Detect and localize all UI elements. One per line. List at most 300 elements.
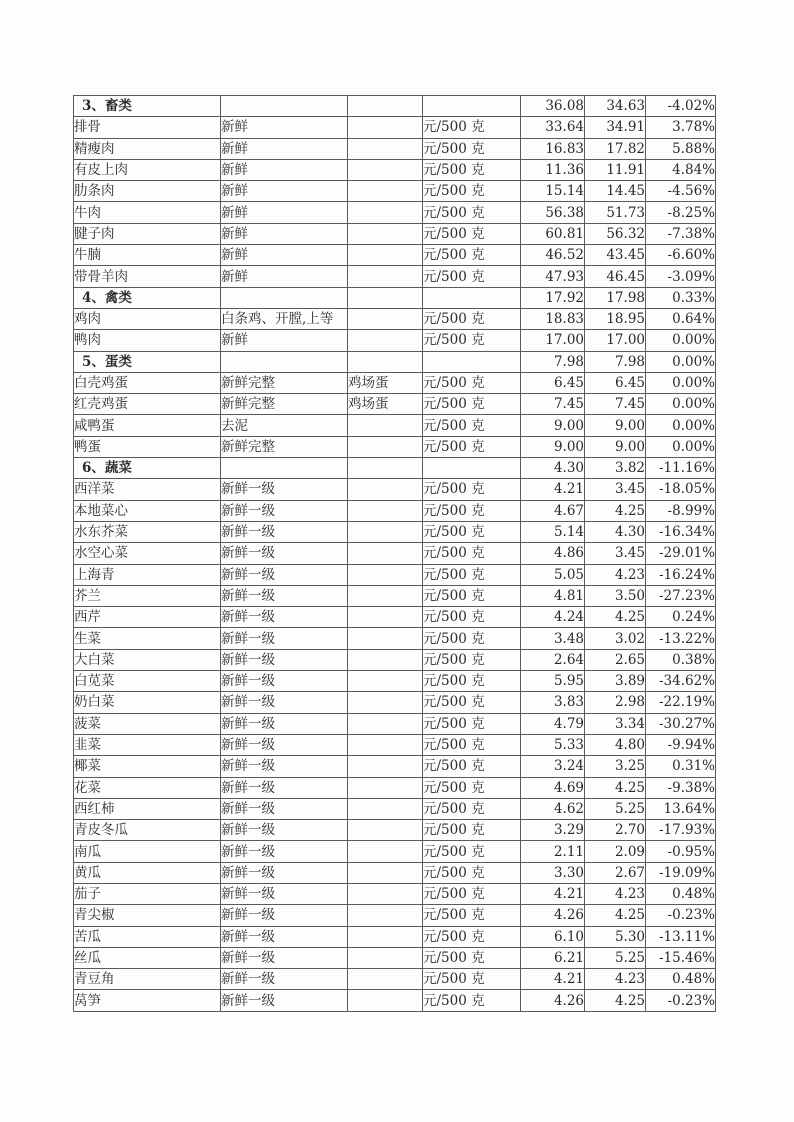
change-percent-cell: -0.23% xyxy=(646,990,716,1011)
unit-cell: 元/500 克 xyxy=(423,756,521,777)
change-percent-cell: 0.64% xyxy=(646,308,716,329)
change-percent-cell: -13.22% xyxy=(646,628,716,649)
current-price-cell: 4.25 xyxy=(585,777,646,798)
previous-price-cell: 4.86 xyxy=(521,543,585,564)
table-row xyxy=(74,585,716,606)
item-name-cell: 黄瓜 xyxy=(74,862,221,883)
unit-cell: 元/500 克 xyxy=(423,990,521,1011)
spec-cell: 新鲜一级 xyxy=(221,820,348,841)
note-cell xyxy=(348,181,423,202)
item-name-cell: 白壳鸡蛋 xyxy=(74,372,221,393)
change-percent-cell: 0.00% xyxy=(646,415,716,436)
table-row xyxy=(74,862,716,883)
previous-price-cell: 5.05 xyxy=(521,564,585,585)
previous-price-cell: 16.83 xyxy=(521,138,585,159)
note-cell: 鸡场蛋 xyxy=(348,394,423,415)
unit-cell: 元/500 克 xyxy=(423,138,521,159)
table-row xyxy=(74,330,716,351)
note-cell: 鸡场蛋 xyxy=(348,372,423,393)
spec-cell: 新鲜一级 xyxy=(221,585,348,606)
previous-price-cell: 4.79 xyxy=(521,713,585,734)
change-percent-cell: 0.48% xyxy=(646,969,716,990)
change-percent-cell: 0.24% xyxy=(646,607,716,628)
change-percent-cell: -3.09% xyxy=(646,266,716,287)
table-row xyxy=(74,117,716,138)
table-row xyxy=(74,202,716,223)
category-row xyxy=(74,351,716,372)
unit-cell: 元/500 克 xyxy=(423,692,521,713)
spec-cell: 新鲜 xyxy=(221,266,348,287)
change-percent-cell: 5.88% xyxy=(646,138,716,159)
unit-cell: 元/500 克 xyxy=(423,777,521,798)
spec-cell xyxy=(221,458,348,479)
table-row xyxy=(74,756,716,777)
table-row xyxy=(74,947,716,968)
current-price-cell: 3.02 xyxy=(585,628,646,649)
spec-cell: 新鲜一级 xyxy=(221,947,348,968)
current-price-cell: 5.25 xyxy=(585,798,646,819)
unit-cell: 元/500 克 xyxy=(423,820,521,841)
change-percent-cell: -8.99% xyxy=(646,500,716,521)
item-name-cell: 腱子肉 xyxy=(74,223,221,244)
unit-cell: 元/500 克 xyxy=(423,713,521,734)
note-cell xyxy=(348,649,423,670)
previous-price-cell: 15.14 xyxy=(521,181,585,202)
previous-price-cell: 3.48 xyxy=(521,628,585,649)
note-cell xyxy=(348,926,423,947)
spec-cell: 新鲜一级 xyxy=(221,798,348,819)
note-cell xyxy=(348,990,423,1011)
current-price-cell: 3.25 xyxy=(585,756,646,777)
change-percent-cell: 0.00% xyxy=(646,394,716,415)
current-price-cell: 7.98 xyxy=(585,351,646,372)
note-cell xyxy=(348,798,423,819)
current-price-cell: 3.50 xyxy=(585,585,646,606)
spec-cell: 新鲜一级 xyxy=(221,969,348,990)
table-row xyxy=(74,266,716,287)
item-name-cell: 菠菜 xyxy=(74,713,221,734)
unit-cell: 元/500 克 xyxy=(423,883,521,904)
unit-cell: 元/500 克 xyxy=(423,671,521,692)
change-percent-cell: 0.00% xyxy=(646,330,716,351)
item-name-cell: 南瓜 xyxy=(74,841,221,862)
table-row xyxy=(74,564,716,585)
change-percent-cell: 13.64% xyxy=(646,798,716,819)
spec-cell: 新鲜 xyxy=(221,181,348,202)
unit-cell: 元/500 克 xyxy=(423,500,521,521)
change-percent-cell: -9.38% xyxy=(646,777,716,798)
item-name-cell: 鸡肉 xyxy=(74,308,221,329)
spec-cell: 新鲜一级 xyxy=(221,905,348,926)
note-cell xyxy=(348,202,423,223)
previous-price-cell: 60.81 xyxy=(521,223,585,244)
current-price-cell: 9.00 xyxy=(585,415,646,436)
previous-price-cell: 2.11 xyxy=(521,841,585,862)
previous-price-cell: 4.26 xyxy=(521,905,585,926)
current-price-cell: 2.67 xyxy=(585,862,646,883)
previous-price-cell: 4.21 xyxy=(521,479,585,500)
unit-cell: 元/500 克 xyxy=(423,479,521,500)
change-percent-cell: -13.11% xyxy=(646,926,716,947)
note-cell xyxy=(348,713,423,734)
unit-cell: 元/500 克 xyxy=(423,308,521,329)
previous-price-cell: 3.83 xyxy=(521,692,585,713)
current-price-cell: 3.45 xyxy=(585,543,646,564)
item-name-cell: 6、蔬菜 xyxy=(74,458,221,479)
spec-cell: 新鲜一级 xyxy=(221,564,348,585)
previous-price-cell: 47.93 xyxy=(521,266,585,287)
note-cell xyxy=(348,607,423,628)
current-price-cell: 14.45 xyxy=(585,181,646,202)
current-price-cell: 17.00 xyxy=(585,330,646,351)
spec-cell xyxy=(221,287,348,308)
previous-price-cell: 3.29 xyxy=(521,820,585,841)
unit-cell: 元/500 克 xyxy=(423,202,521,223)
change-percent-cell: -29.01% xyxy=(646,543,716,564)
spec-cell xyxy=(221,96,348,117)
previous-price-cell: 4.21 xyxy=(521,969,585,990)
change-percent-cell: -8.25% xyxy=(646,202,716,223)
unit-cell xyxy=(423,351,521,372)
spec-cell: 新鲜一级 xyxy=(221,543,348,564)
current-price-cell: 34.63 xyxy=(585,96,646,117)
change-percent-cell: 0.38% xyxy=(646,649,716,670)
current-price-cell: 18.95 xyxy=(585,308,646,329)
item-name-cell: 茄子 xyxy=(74,883,221,904)
spec-cell: 新鲜一级 xyxy=(221,628,348,649)
change-percent-cell: 0.31% xyxy=(646,756,716,777)
unit-cell: 元/500 克 xyxy=(423,330,521,351)
table-row xyxy=(74,692,716,713)
current-price-cell: 11.91 xyxy=(585,159,646,180)
category-row xyxy=(74,287,716,308)
note-cell xyxy=(348,820,423,841)
change-percent-cell: -4.02% xyxy=(646,96,716,117)
previous-price-cell: 5.33 xyxy=(521,734,585,755)
table-row xyxy=(74,969,716,990)
spec-cell: 新鲜完整 xyxy=(221,436,348,457)
change-percent-cell: 0.33% xyxy=(646,287,716,308)
spec-cell: 去泥 xyxy=(221,415,348,436)
table-row xyxy=(74,372,716,393)
table-row xyxy=(74,820,716,841)
item-name-cell: 西红柿 xyxy=(74,798,221,819)
change-percent-cell: 0.00% xyxy=(646,372,716,393)
table-row xyxy=(74,883,716,904)
current-price-cell: 6.45 xyxy=(585,372,646,393)
unit-cell: 元/500 克 xyxy=(423,181,521,202)
unit-cell: 元/500 克 xyxy=(423,415,521,436)
current-price-cell: 17.98 xyxy=(585,287,646,308)
current-price-cell: 4.30 xyxy=(585,521,646,542)
current-price-cell: 2.65 xyxy=(585,649,646,670)
table-row xyxy=(74,905,716,926)
spec-cell: 新鲜完整 xyxy=(221,394,348,415)
current-price-cell: 4.25 xyxy=(585,990,646,1011)
table-row xyxy=(74,671,716,692)
item-name-cell: 青皮冬瓜 xyxy=(74,820,221,841)
spec-cell: 新鲜一级 xyxy=(221,521,348,542)
change-percent-cell: -16.34% xyxy=(646,521,716,542)
unit-cell: 元/500 克 xyxy=(423,841,521,862)
item-name-cell: 牛肉 xyxy=(74,202,221,223)
note-cell xyxy=(348,117,423,138)
spec-cell: 新鲜 xyxy=(221,138,348,159)
item-name-cell: 排骨 xyxy=(74,117,221,138)
item-name-cell: 本地菜心 xyxy=(74,500,221,521)
table-row xyxy=(74,500,716,521)
table-row xyxy=(74,713,716,734)
change-percent-cell: -0.23% xyxy=(646,905,716,926)
current-price-cell: 4.23 xyxy=(585,969,646,990)
item-name-cell: 4、禽类 xyxy=(74,287,221,308)
table-row xyxy=(74,394,716,415)
note-cell xyxy=(348,287,423,308)
previous-price-cell: 2.64 xyxy=(521,649,585,670)
unit-cell: 元/500 克 xyxy=(423,543,521,564)
spec-cell: 新鲜 xyxy=(221,245,348,266)
unit-cell: 元/500 克 xyxy=(423,372,521,393)
note-cell xyxy=(348,905,423,926)
item-name-cell: 鸭肉 xyxy=(74,330,221,351)
previous-price-cell: 18.83 xyxy=(521,308,585,329)
unit-cell: 元/500 克 xyxy=(423,245,521,266)
note-cell xyxy=(348,159,423,180)
item-name-cell: 西芹 xyxy=(74,607,221,628)
change-percent-cell: 4.84% xyxy=(646,159,716,180)
previous-price-cell: 6.45 xyxy=(521,372,585,393)
spec-cell: 新鲜完整 xyxy=(221,372,348,393)
unit-cell: 元/500 克 xyxy=(423,159,521,180)
note-cell xyxy=(348,500,423,521)
spec-cell: 新鲜 xyxy=(221,117,348,138)
unit-cell: 元/500 克 xyxy=(423,926,521,947)
current-price-cell: 4.23 xyxy=(585,564,646,585)
item-name-cell: 有皮上肉 xyxy=(74,159,221,180)
change-percent-cell: 0.00% xyxy=(646,351,716,372)
spec-cell: 新鲜一级 xyxy=(221,671,348,692)
change-percent-cell: 0.48% xyxy=(646,883,716,904)
unit-cell xyxy=(423,287,521,308)
table-row xyxy=(74,181,716,202)
unit-cell: 元/500 克 xyxy=(423,521,521,542)
change-percent-cell: -34.62% xyxy=(646,671,716,692)
item-name-cell: 莴笋 xyxy=(74,990,221,1011)
change-percent-cell: 0.00% xyxy=(646,436,716,457)
table-row xyxy=(74,223,716,244)
note-cell xyxy=(348,734,423,755)
unit-cell: 元/500 克 xyxy=(423,564,521,585)
spec-cell: 新鲜一级 xyxy=(221,649,348,670)
current-price-cell: 4.25 xyxy=(585,500,646,521)
unit-cell: 元/500 克 xyxy=(423,223,521,244)
previous-price-cell: 6.10 xyxy=(521,926,585,947)
unit-cell xyxy=(423,96,521,117)
table-row xyxy=(74,607,716,628)
current-price-cell: 3.45 xyxy=(585,479,646,500)
note-cell xyxy=(348,138,423,159)
category-row xyxy=(74,96,716,117)
previous-price-cell: 4.69 xyxy=(521,777,585,798)
change-percent-cell: 3.78% xyxy=(646,117,716,138)
table-row xyxy=(74,777,716,798)
spec-cell: 新鲜 xyxy=(221,202,348,223)
spec-cell: 新鲜一级 xyxy=(221,607,348,628)
table-row xyxy=(74,308,716,329)
change-percent-cell: -4.56% xyxy=(646,181,716,202)
change-percent-cell: -17.93% xyxy=(646,820,716,841)
item-name-cell: 水空心菜 xyxy=(74,543,221,564)
previous-price-cell: 9.00 xyxy=(521,436,585,457)
unit-cell: 元/500 克 xyxy=(423,394,521,415)
item-name-cell: 花菜 xyxy=(74,777,221,798)
change-percent-cell: -22.19% xyxy=(646,692,716,713)
unit-cell: 元/500 克 xyxy=(423,947,521,968)
current-price-cell: 17.82 xyxy=(585,138,646,159)
current-price-cell: 9.00 xyxy=(585,436,646,457)
table-row xyxy=(74,734,716,755)
current-price-cell: 3.89 xyxy=(585,671,646,692)
spec-cell: 新鲜一级 xyxy=(221,862,348,883)
item-name-cell: 青豆角 xyxy=(74,969,221,990)
previous-price-cell: 9.00 xyxy=(521,415,585,436)
current-price-cell: 4.23 xyxy=(585,883,646,904)
previous-price-cell: 46.52 xyxy=(521,245,585,266)
item-name-cell: 精瘦肉 xyxy=(74,138,221,159)
table-row xyxy=(74,841,716,862)
previous-price-cell: 11.36 xyxy=(521,159,585,180)
unit-cell: 元/500 克 xyxy=(423,585,521,606)
previous-price-cell: 17.92 xyxy=(521,287,585,308)
current-price-cell: 56.32 xyxy=(585,223,646,244)
unit-cell: 元/500 克 xyxy=(423,649,521,670)
note-cell xyxy=(348,415,423,436)
note-cell xyxy=(348,756,423,777)
unit-cell: 元/500 克 xyxy=(423,798,521,819)
current-price-cell: 3.34 xyxy=(585,713,646,734)
item-name-cell: 苦瓜 xyxy=(74,926,221,947)
spec-cell: 新鲜一级 xyxy=(221,883,348,904)
note-cell xyxy=(348,245,423,266)
table-row xyxy=(74,245,716,266)
current-price-cell: 5.30 xyxy=(585,926,646,947)
current-price-cell: 34.91 xyxy=(585,117,646,138)
table-row xyxy=(74,798,716,819)
note-cell xyxy=(348,543,423,564)
item-name-cell: 芥兰 xyxy=(74,585,221,606)
item-name-cell: 鸭蛋 xyxy=(74,436,221,457)
note-cell xyxy=(348,628,423,649)
item-name-cell: 韭菜 xyxy=(74,734,221,755)
note-cell xyxy=(348,458,423,479)
unit-cell: 元/500 克 xyxy=(423,628,521,649)
unit-cell: 元/500 克 xyxy=(423,607,521,628)
previous-price-cell: 4.67 xyxy=(521,500,585,521)
change-percent-cell: -7.38% xyxy=(646,223,716,244)
note-cell xyxy=(348,841,423,862)
previous-price-cell: 36.08 xyxy=(521,96,585,117)
change-percent-cell: -19.09% xyxy=(646,862,716,883)
current-price-cell: 5.25 xyxy=(585,947,646,968)
spec-cell: 新鲜一级 xyxy=(221,756,348,777)
note-cell xyxy=(348,96,423,117)
previous-price-cell: 4.21 xyxy=(521,883,585,904)
current-price-cell: 4.25 xyxy=(585,905,646,926)
unit-cell xyxy=(423,458,521,479)
previous-price-cell: 56.38 xyxy=(521,202,585,223)
current-price-cell: 4.25 xyxy=(585,607,646,628)
current-price-cell: 7.45 xyxy=(585,394,646,415)
table-row xyxy=(74,543,716,564)
current-price-cell: 2.09 xyxy=(585,841,646,862)
previous-price-cell: 3.30 xyxy=(521,862,585,883)
previous-price-cell: 4.24 xyxy=(521,607,585,628)
change-percent-cell: -16.24% xyxy=(646,564,716,585)
table-row xyxy=(74,138,716,159)
item-name-cell: 3、畜类 xyxy=(74,96,221,117)
current-price-cell: 2.70 xyxy=(585,820,646,841)
note-cell xyxy=(348,308,423,329)
table-row xyxy=(74,926,716,947)
previous-price-cell: 4.26 xyxy=(521,990,585,1011)
spec-cell: 新鲜一级 xyxy=(221,479,348,500)
previous-price-cell: 7.45 xyxy=(521,394,585,415)
previous-price-cell: 3.24 xyxy=(521,756,585,777)
spec-cell xyxy=(221,351,348,372)
note-cell xyxy=(348,969,423,990)
note-cell xyxy=(348,479,423,500)
previous-price-cell: 17.00 xyxy=(521,330,585,351)
table-row xyxy=(74,649,716,670)
note-cell xyxy=(348,521,423,542)
item-name-cell: 椰菜 xyxy=(74,756,221,777)
table-row xyxy=(74,628,716,649)
note-cell xyxy=(348,862,423,883)
item-name-cell: 生菜 xyxy=(74,628,221,649)
current-price-cell: 43.45 xyxy=(585,245,646,266)
current-price-cell: 4.80 xyxy=(585,734,646,755)
unit-cell: 元/500 克 xyxy=(423,862,521,883)
unit-cell: 元/500 克 xyxy=(423,436,521,457)
current-price-cell: 46.45 xyxy=(585,266,646,287)
note-cell xyxy=(348,564,423,585)
change-percent-cell: -18.05% xyxy=(646,479,716,500)
change-percent-cell: -15.46% xyxy=(646,947,716,968)
note-cell xyxy=(348,330,423,351)
item-name-cell: 红壳鸡蛋 xyxy=(74,394,221,415)
spec-cell: 白条鸡、开膛,上等 xyxy=(221,308,348,329)
previous-price-cell: 7.98 xyxy=(521,351,585,372)
note-cell xyxy=(348,692,423,713)
previous-price-cell: 4.62 xyxy=(521,798,585,819)
price-table xyxy=(73,95,716,1012)
note-cell xyxy=(348,436,423,457)
change-percent-cell: -6.60% xyxy=(646,245,716,266)
unit-cell: 元/500 克 xyxy=(423,266,521,287)
item-name-cell: 青尖椒 xyxy=(74,905,221,926)
current-price-cell: 2.98 xyxy=(585,692,646,713)
item-name-cell: 牛腩 xyxy=(74,245,221,266)
item-name-cell: 白苋菜 xyxy=(74,671,221,692)
spec-cell: 新鲜一级 xyxy=(221,692,348,713)
change-percent-cell: -27.23% xyxy=(646,585,716,606)
table-body xyxy=(74,96,716,1012)
spec-cell: 新鲜一级 xyxy=(221,990,348,1011)
spec-cell: 新鲜一级 xyxy=(221,713,348,734)
previous-price-cell: 4.30 xyxy=(521,458,585,479)
unit-cell: 元/500 克 xyxy=(423,969,521,990)
spec-cell: 新鲜一级 xyxy=(221,777,348,798)
